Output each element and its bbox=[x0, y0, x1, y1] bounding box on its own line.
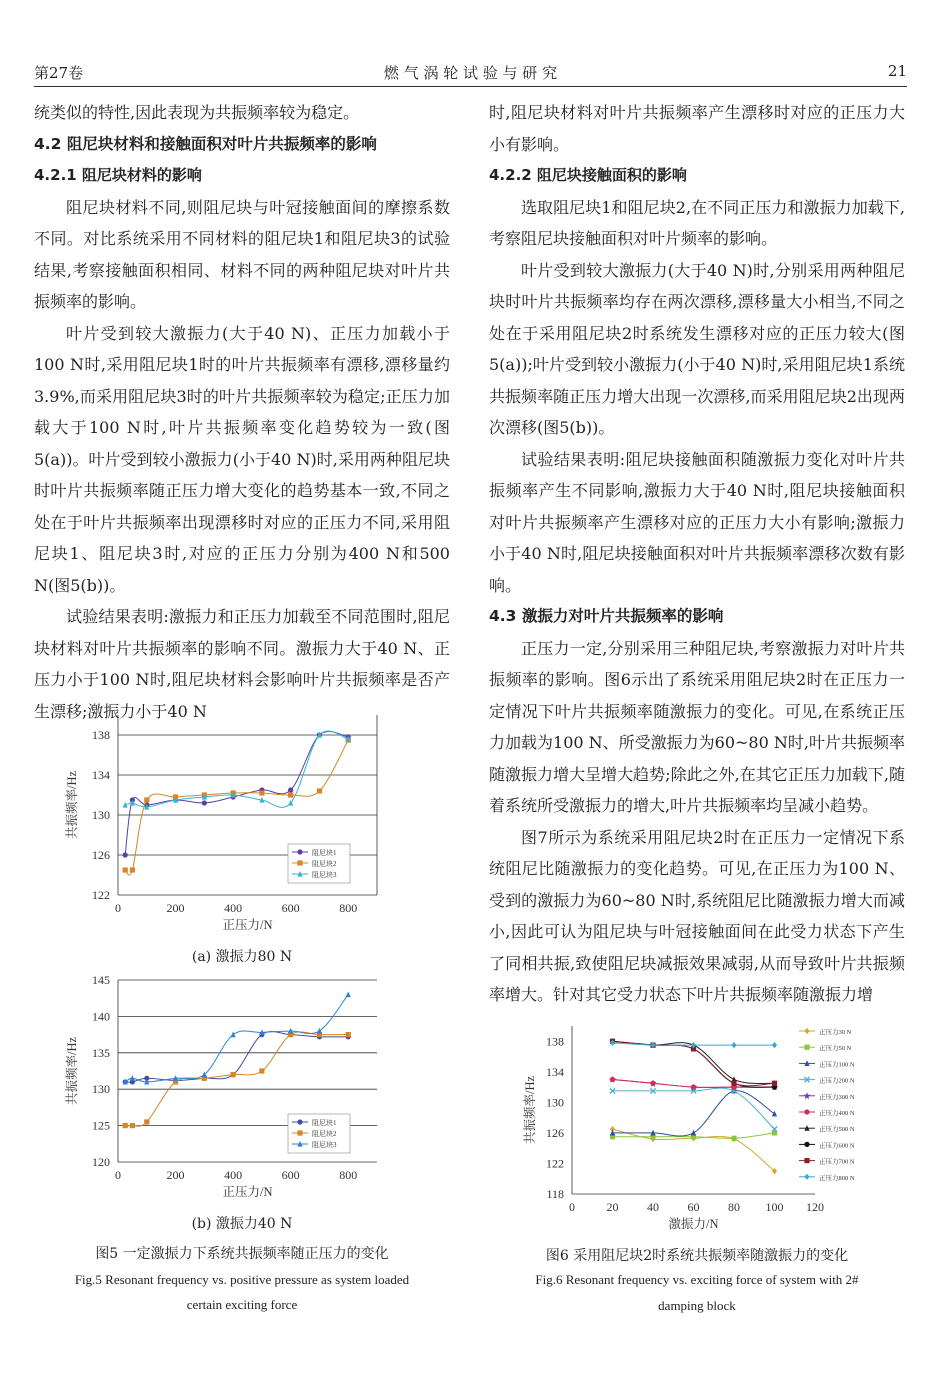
y-tick-label: 130 bbox=[546, 1095, 564, 1110]
data-point bbox=[259, 790, 264, 795]
legend-label: 阻尼块1 bbox=[312, 1119, 337, 1127]
x-tick-label: 800 bbox=[339, 1168, 358, 1182]
data-point bbox=[731, 1081, 736, 1086]
header-journal: 燃 气 涡 轮 试 验 与 研 究 bbox=[383, 64, 558, 82]
x-tick-label: 80 bbox=[728, 1200, 740, 1214]
paragraph: 统类似的特性,因此表现为共振频率较为稳定。 bbox=[34, 103, 360, 122]
y-tick-label: 130 bbox=[92, 808, 110, 822]
legend-label: 阻尼块2 bbox=[312, 1130, 337, 1138]
y-tick-label: 140 bbox=[92, 1009, 110, 1024]
data-point bbox=[772, 1042, 777, 1048]
data-point bbox=[144, 797, 149, 802]
figure-5a-caption: (a) 激振力80 N bbox=[191, 949, 293, 965]
legend-marker bbox=[804, 1028, 809, 1034]
figure-5a-chart bbox=[60, 712, 380, 942]
paragraph: 阻尼块材料不同,则阻尼块与叶冠接触面间的摩擦系数不同。对比系统采用不同材料的阻尼块1和阻尼块3的试验结果,考察接触面积相同、材料不同的两种阻尼块对叶片共振频率的影响。 bbox=[34, 197, 450, 311]
paragraph: 时,阻尼块材料对叶片共振频率产生漂移时对应的正压力大小有影响。 bbox=[489, 103, 905, 154]
legend-label: 正压力300 N bbox=[819, 1093, 855, 1101]
legend-label: 正压力100 N bbox=[819, 1061, 855, 1069]
x-axis-label: 激振力/N bbox=[668, 1217, 719, 1231]
x-axis-label: 正压力/N bbox=[222, 918, 273, 932]
header-page-number: 21 bbox=[887, 62, 907, 80]
subsection-heading: 4.2.2 阻尼块接触面积的影响 bbox=[489, 166, 687, 184]
y-tick-label: 145 bbox=[92, 973, 110, 987]
y-axis-label: 共振频率/Hz bbox=[523, 1075, 537, 1145]
figure-6-title-cn: 图6 采用阻尼块2时系统共振频率随激振力的变化 bbox=[545, 1248, 849, 1264]
data-point bbox=[130, 867, 135, 872]
x-tick-label: 400 bbox=[224, 1168, 243, 1182]
figure-5b-caption: (b) 激振力40 N bbox=[191, 1216, 293, 1232]
legend-label: 正压力200 N bbox=[819, 1077, 855, 1085]
figure-5-title-cn: 图5 一定激振力下系统共振频率随正压力的变化 bbox=[95, 1246, 389, 1262]
legend-label: 阻尼块3 bbox=[312, 1141, 337, 1149]
figure-6-title-en-1: Fig.6 Resonant frequency vs. exciting force of system with 2# bbox=[535, 1272, 859, 1287]
legend-label: 正压力400 N bbox=[819, 1110, 855, 1117]
legend-marker bbox=[804, 1158, 809, 1163]
y-tick-label: 122 bbox=[546, 1156, 564, 1171]
paragraph: 正压力一定,分别采用三种阻尼块,考察激振力对叶片共振频率的影响。图6示出了系统采用阻尼块2时在正压力一定情况下叶片共振频率随激振力的变化。可见,在系统正压力加载为100 N、所受激振力为60~80 N时,叶片共振频率随激振力增大呈增大趋势;除此之外,在其它正压力加载下,随着系统所受激振力的增大,叶片共振频率均呈减小趋势。 bbox=[489, 638, 905, 815]
x-tick-label: 200 bbox=[166, 1168, 185, 1182]
right-text-column bbox=[489, 97, 905, 1011]
data-point bbox=[346, 1032, 351, 1037]
paragraph: 选取阻尼块1和阻尼块2,在不同正压力和激振力加载下,考察阻尼块接触面积对叶片频率的影响。 bbox=[489, 197, 905, 248]
y-tick-label: 126 bbox=[546, 1125, 564, 1140]
x-tick-label: 400 bbox=[224, 901, 243, 915]
data-point bbox=[288, 792, 293, 797]
x-tick-label: 0 bbox=[115, 1168, 121, 1182]
legend-marker bbox=[297, 1130, 302, 1135]
data-point bbox=[231, 1032, 236, 1038]
figure-6-title-en-2: damping block bbox=[658, 1298, 736, 1313]
subsection-heading: 4.2.1 阻尼块材料的影响 bbox=[34, 166, 202, 184]
y-tick-label: 138 bbox=[92, 728, 110, 742]
x-tick-label: 600 bbox=[281, 1168, 300, 1182]
section-heading: 4.3 激振力对叶片共振频率的影响 bbox=[489, 607, 724, 625]
x-tick-label: 0 bbox=[115, 901, 121, 915]
data-point bbox=[130, 1123, 135, 1128]
legend-label: 正压力600 N bbox=[819, 1142, 855, 1150]
paragraph: 图7所示为系统采用阻尼块2时在正压力一定情况下系统阻尼比随激振力的变化趋势。可见,在正压力为100 N、受到的激振力为60~80 N时,系统阻尼比随激振力增大而减小,因此可认为阻尼块与叶冠接触面间在此受力状态下产生了同相共振,致使阻尼块减振效果减弱,从而导致叶片共振频率增大。针对其它受力状态下叶片共振频率随激振力增 bbox=[489, 827, 905, 1004]
x-axis-label: 正压力/N bbox=[222, 1185, 273, 1199]
data-point bbox=[691, 1084, 696, 1089]
left-text-column bbox=[34, 97, 450, 727]
x-tick-label: 200 bbox=[166, 901, 185, 915]
legend-marker bbox=[297, 849, 302, 854]
legend-label: 正压力30 N bbox=[819, 1029, 852, 1036]
figure-5-title-en-2: certain exciting force bbox=[186, 1297, 298, 1312]
y-tick-label: 138 bbox=[546, 1034, 564, 1049]
figure-5b-chart bbox=[60, 968, 380, 1208]
series-line bbox=[613, 1091, 775, 1136]
data-point bbox=[123, 867, 128, 872]
legend-label: 正压力800 N bbox=[819, 1174, 855, 1182]
header-rule bbox=[34, 86, 907, 87]
x-tick-label: 20 bbox=[606, 1200, 619, 1214]
data-point bbox=[731, 1136, 736, 1141]
y-tick-label: 130 bbox=[92, 1082, 110, 1097]
y-tick-label: 135 bbox=[92, 1045, 110, 1060]
legend-marker bbox=[804, 1109, 809, 1114]
data-point bbox=[346, 991, 351, 997]
legend-marker bbox=[804, 1045, 809, 1050]
data-point bbox=[231, 1072, 236, 1077]
y-axis-label: 共振频率/Hz bbox=[65, 770, 79, 840]
data-point bbox=[144, 1119, 149, 1124]
series-line bbox=[125, 995, 348, 1082]
data-point bbox=[123, 852, 128, 857]
legend-label: 正压力700 N bbox=[819, 1158, 855, 1166]
data-point bbox=[123, 802, 128, 808]
data-point bbox=[691, 1130, 696, 1136]
y-tick-label: 134 bbox=[546, 1064, 564, 1079]
data-point bbox=[317, 788, 322, 793]
x-tick-label: 40 bbox=[647, 1200, 659, 1214]
legend-label: 正压力500 N bbox=[819, 1126, 855, 1134]
figure-5-title-en-1: Fig.5 Resonant frequency vs. positive pressure as system loaded bbox=[74, 1272, 410, 1287]
data-point bbox=[772, 1111, 777, 1117]
y-tick-label: 125 bbox=[92, 1118, 110, 1133]
legend-marker bbox=[803, 1092, 810, 1099]
paragraph: 叶片受到较大激振力(大于40 N)时,分别采用两种阻尼块时叶片共振频率均存在两次漂移,漂移量大小相当,不同之处在于采用阻尼块2时系统发生漂移对应的正压力较大(图5(a));叶片受到较小激振力(小于40 N)时,采用阻尼块1系统共振频率随正压力增大出现一次漂移,而采用阻尼块2出现两次漂移(图5(b))。 bbox=[489, 260, 905, 437]
data-point bbox=[202, 800, 207, 805]
data-point bbox=[123, 1123, 128, 1128]
figure-6-chart bbox=[520, 1020, 890, 1235]
legend-marker bbox=[804, 1142, 809, 1147]
x-tick-label: 100 bbox=[765, 1200, 784, 1214]
legend-marker bbox=[804, 1174, 809, 1180]
y-tick-label: 120 bbox=[92, 1155, 110, 1169]
paragraph: 试验结果表明:激振力和正压力加载至不同范围时,阻尼块材料对叶片共振频率的影响不同。激振力大于40 N、正压力小于100 N时,阻尼块材料会影响叶片共振频率是否产生漂移;激振力小于40 N bbox=[34, 607, 450, 721]
data-point bbox=[650, 1081, 655, 1086]
legend-label: 正压力50 N bbox=[819, 1045, 852, 1053]
legend-marker bbox=[297, 1119, 302, 1124]
paragraph: 叶片受到较大激振力(大于40 N)、正压力加载小于100 N时,采用阻尼块1时的叶片共振频率有漂移,漂移量约3.9%,而采用阻尼块3时的叶片共振频率较为稳定;正压力加载大于100 N时,叶片共振频率变化趋势较为一致(图5(a))。叶片受到较小激振力(小于40 N)时,采用两种阻尼块时叶片共振频率随正压力增大变化的趋势基本一致,不同之处在于叶片共振频率出现漂移时对应的正压力不同,采用阻尼块1、阻尼块3时,对应的正压力分别为400 N和500 N(图5(b))。 bbox=[34, 323, 450, 595]
data-point bbox=[317, 1028, 322, 1034]
legend-label: 阻尼块2 bbox=[312, 860, 337, 868]
series-line bbox=[613, 1088, 775, 1129]
x-tick-label: 120 bbox=[806, 1200, 824, 1214]
header-volume: 第27卷 bbox=[34, 64, 84, 82]
y-axis-label: 共振频率/Hz bbox=[65, 1036, 79, 1106]
y-tick-label: 126 bbox=[92, 848, 110, 862]
x-tick-label: 800 bbox=[339, 901, 358, 915]
section-heading: 4.2 阻尼块材料和接触面积对叶片共振频率的影响 bbox=[34, 134, 377, 153]
x-tick-label: 0 bbox=[569, 1200, 575, 1214]
y-tick-label: 122 bbox=[92, 888, 110, 902]
paragraph: 试验结果表明:阻尼块接触面积随激振力变化对叶片共振频率产生不同影响,激振力大于40 N时,阻尼块接触面积对叶片共振频率产生漂移对应的正压力大小有影响;激振力小于40 N时,阻尼块接触面积对叶片共振频率漂移次数有影响。 bbox=[489, 449, 905, 595]
y-tick-label: 134 bbox=[92, 768, 110, 782]
legend-label: 阻尼块1 bbox=[312, 849, 337, 857]
legend-label: 阻尼块3 bbox=[312, 871, 337, 879]
legend-marker bbox=[297, 860, 302, 865]
data-point bbox=[259, 1068, 264, 1073]
data-point bbox=[731, 1042, 736, 1048]
data-point bbox=[130, 1075, 135, 1081]
y-tick-label: 118 bbox=[546, 1187, 564, 1201]
data-point bbox=[288, 787, 293, 792]
x-tick-label: 60 bbox=[687, 1200, 700, 1214]
data-point bbox=[610, 1077, 615, 1082]
x-tick-label: 600 bbox=[281, 901, 300, 915]
data-point bbox=[772, 1081, 777, 1086]
